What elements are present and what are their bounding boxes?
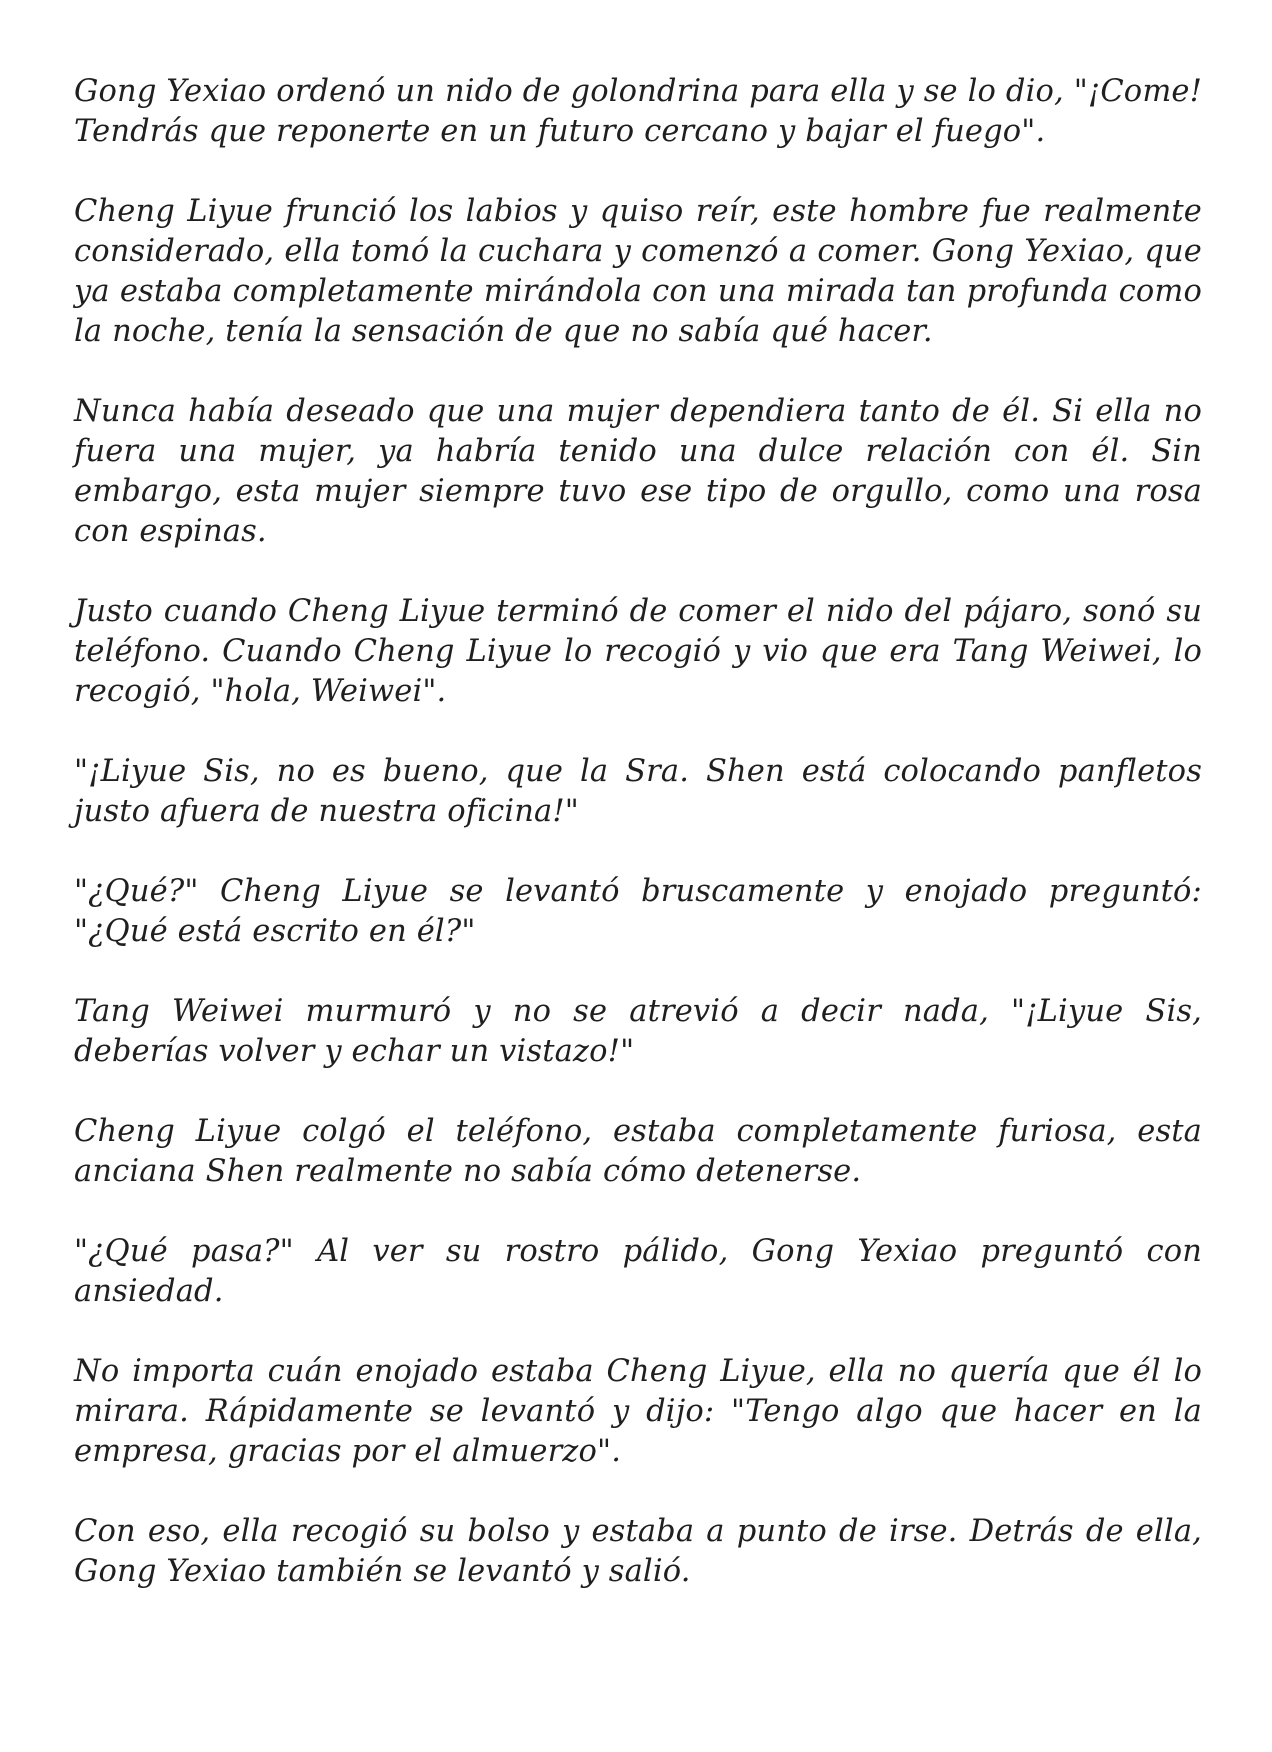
paragraph-6: "¿Qué?" Cheng Liyue se levantó bruscamente y enojado preguntó: "¿Qué está escrito en él?": [74, 874, 1202, 949]
paragraph-2: Cheng Liyue frunció los labios y quiso reír, este hombre fue realmente considerado, ella tomó la cuchara y comenzó a comer. Gong Yexiao, que ya estaba completamente mirándola con una mirada tan profunda como la noche, tenía la sensación de que no sabía qué hacer.: [74, 194, 1202, 349]
paragraph-1: Gong Yexiao ordenó un nido de golondrina para ella y se lo dio, "¡Come! Tendrás que reponerte en un futuro cercano y bajar el fuego".: [74, 74, 1202, 149]
paragraph-10: No importa cuán enojado estaba Cheng Liyue, ella no quería que él lo mirara. Rápidamente se levantó y dijo: "Tengo algo que hacer en la empresa, gracias por el almuerzo".: [74, 1354, 1202, 1469]
paragraph-9: "¿Qué pasa?" Al ver su rostro pálido, Gong Yexiao preguntó con ansiedad.: [74, 1234, 1202, 1309]
paragraph-8: Cheng Liyue colgó el teléfono, estaba completamente furiosa, esta anciana Shen realmente no sabía cómo detenerse.: [74, 1114, 1202, 1189]
paragraph-4: Justo cuando Cheng Liyue terminó de comer el nido del pájaro, sonó su teléfono. Cuando Cheng Liyue lo recogió y vio que era Tang Weiwei, lo recogió, "hola, Weiwei".: [74, 594, 1202, 709]
paragraph-3: Nunca había deseado que una mujer dependiera tanto de él. Si ella no fuera una mujer, ya habría tenido una dulce relación con él. Sin embargo, esta mujer siempre tuvo ese tipo de orgullo, como una rosa con espinas.: [74, 394, 1202, 549]
paragraph-5: "¡Liyue Sis, no es bueno, que la Sra. Shen está colocando panfletos justo afuera de nuestra oficina!": [74, 754, 1202, 829]
paragraph-7: Tang Weiwei murmuró y no se atrevió a decir nada, "¡Liyue Sis, deberías volver y echar un vistazo!": [74, 994, 1202, 1069]
paragraph-11: Con eso, ella recogió su bolso y estaba a punto de irse. Detrás de ella, Gong Yexiao también se levantó y salió.: [74, 1514, 1202, 1589]
document-page: [74, 72, 1202, 1592]
